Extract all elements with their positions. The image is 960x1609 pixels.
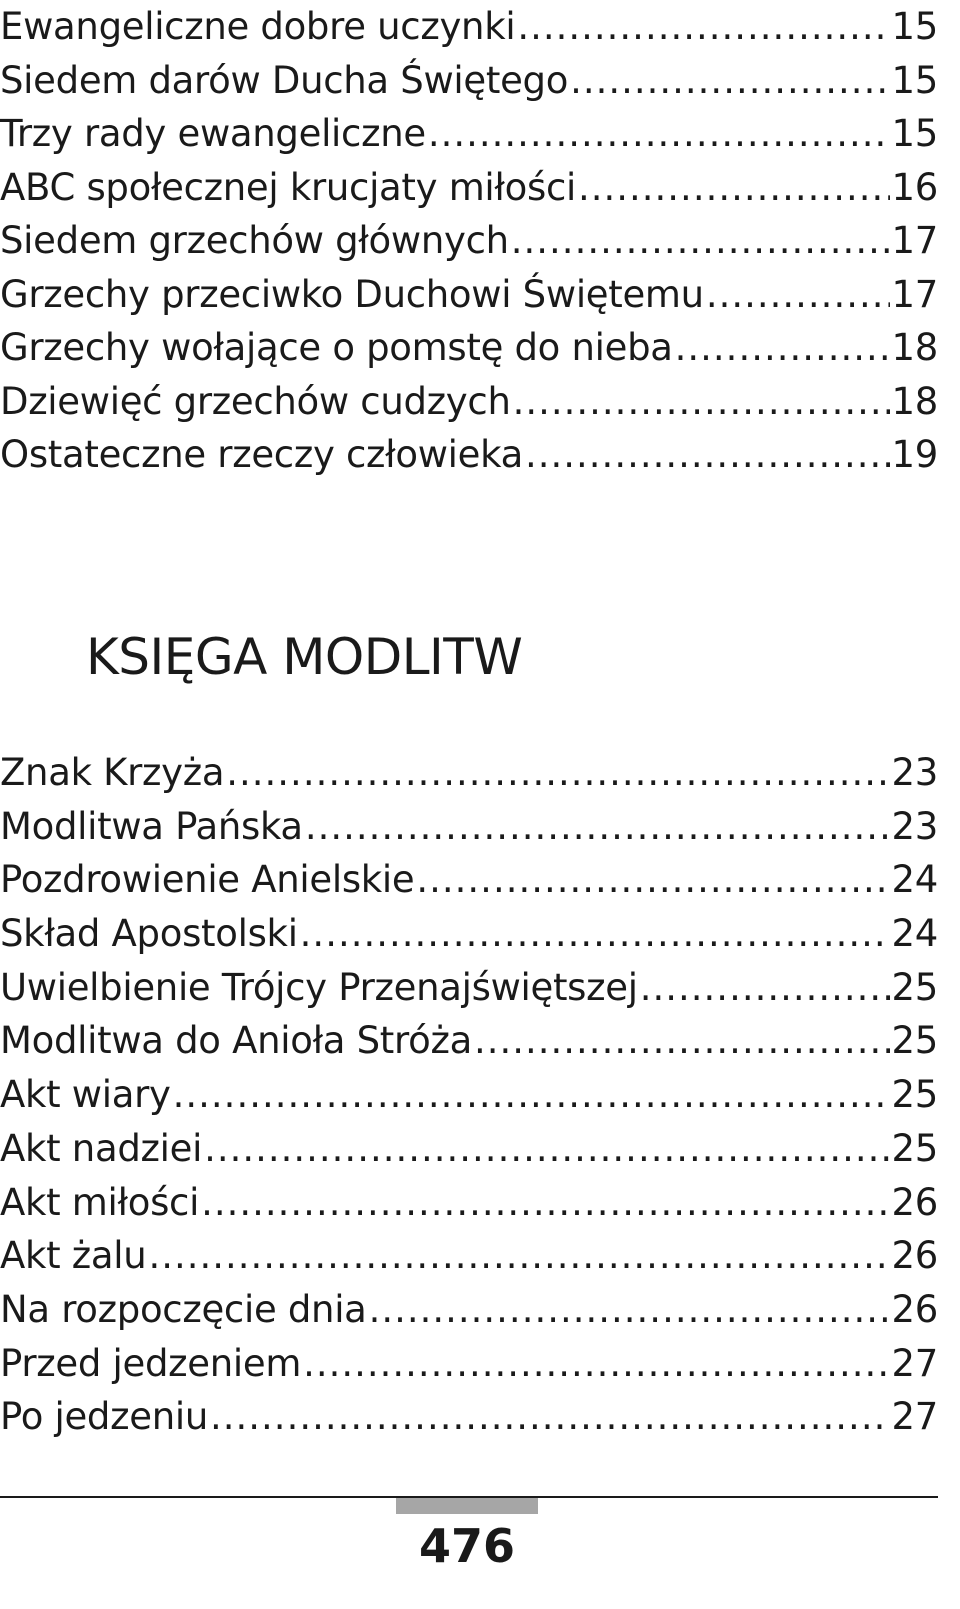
toc-entry [0,853,938,907]
toc-leader-dots [226,746,889,800]
toc-leader-dots [513,375,890,429]
toc-entry [0,1068,938,1122]
toc-entry-page: 25 [891,1019,938,1063]
toc-entry-label: Modlitwa do Anioła Stróża [0,1019,472,1063]
toc-leader-dots [300,907,890,961]
footer-tab [396,1498,538,1514]
toc-leader-dots [640,961,890,1015]
toc-entry [0,161,938,215]
toc-entry-label: Dziewięć grzechów cudzych [0,379,511,423]
toc-entry-label: Uwielbienie Trójcy Przenajświętszej [0,965,638,1009]
toc-entry-label: Akt wiary [0,1073,171,1117]
toc-entry [0,961,938,1015]
toc-entry-page: 23 [891,751,938,794]
toc-entry-label: Znak Krzyża [0,751,225,794]
toc-entry-page: 26 [891,1234,938,1278]
toc-entry-page: 26 [891,1287,938,1331]
toc-leader-dots [148,1229,889,1283]
toc-entry-label: Akt miłości [0,1180,200,1224]
toc-leader-dots [210,1390,890,1444]
toc-entry [0,1176,938,1230]
toc-entry [0,907,938,961]
toc-entry-label: Siedem grzechów głównych [0,219,509,262]
toc-entry-label: Trzy rady ewangeliczne [0,112,426,155]
toc-entry-page: 27 [891,1341,938,1385]
toc-entry-page: 19 [891,433,938,476]
toc-entry [0,107,938,161]
toc-leader-dots [201,1176,889,1230]
toc-leader-dots [570,54,889,108]
toc-entry-page: 17 [891,219,938,262]
toc-entry [0,0,938,54]
toc-leader-dots [525,428,890,482]
toc-entry-label: Pozdrowienie Anielskie [0,858,415,902]
toc-entry [0,1014,938,1068]
toc-entry-label: Grzechy wołające o pomstę do nieba [0,326,673,369]
toc-entry-label: Po jedzeniu [0,1395,208,1439]
section-title: KSIĘGA MODLITW [86,628,523,686]
toc-leader-dots [204,1122,889,1176]
toc-entry [0,1390,938,1444]
toc-leader-dots [706,268,890,322]
toc-leader-dots [517,0,889,54]
toc-entry-page: 25 [891,1073,938,1117]
toc-leader-dots [369,1283,890,1337]
toc-entry-page: 26 [891,1180,938,1224]
toc-entry-page: 15 [891,5,938,48]
toc-entry-label: Ewangeliczne dobre uczynki [0,5,516,48]
toc-entry-page: 25 [891,965,938,1009]
toc-entry [0,1229,938,1283]
toc-entry-label: Ostateczne rzeczy człowieka [0,433,523,476]
toc-entry-label: Modlitwa Pańska [0,804,303,848]
toc-entry-page: 16 [891,165,938,209]
toc-entry-page: 17 [891,272,938,316]
toc-entry [0,800,938,854]
toc-leader-dots [428,107,890,161]
toc-entry [0,214,938,268]
toc-entry-page: 18 [891,379,938,423]
toc-entry-label: Siedem darów Ducha Świętego [0,58,569,102]
toc-entry [0,1337,938,1391]
toc-entry-page: 24 [891,912,938,956]
toc-leader-dots [474,1014,890,1068]
toc-entry-label: ABC społecznej krucjaty miłości [0,165,576,209]
toc-entry-label: Akt żalu [0,1234,147,1278]
toc-leader-dots [416,853,889,907]
toc-entry-page: 23 [891,804,938,848]
toc-entry-page: 27 [891,1395,938,1439]
toc-entry-page: 15 [891,58,938,102]
toc-entry-label: Skład Apostolski [0,912,298,956]
toc-entry [0,1122,938,1176]
toc-section-two [0,746,938,1444]
toc-leader-dots [305,800,890,854]
toc-entry-page: 18 [891,326,938,369]
page-number: 476 [418,1519,516,1573]
toc-leader-dots [578,161,890,215]
toc-section-one [0,0,938,482]
toc-entry-label: Grzechy przeciwko Duchowi Świętemu [0,272,704,316]
toc-entry [0,375,938,429]
toc-entry [0,746,938,800]
toc-entry-label: Przed jedzeniem [0,1341,302,1385]
toc-entry-page: 25 [891,1126,938,1170]
toc-entry-label: Na rozpoczęcie dnia [0,1287,367,1331]
toc-entry [0,321,938,375]
toc-entry-label: Akt nadziei [0,1126,203,1170]
toc-entry [0,54,938,108]
toc-leader-dots [173,1068,890,1122]
toc-entry [0,1283,938,1337]
toc-entry-page: 24 [891,858,938,902]
toc-entry-page: 15 [891,112,938,155]
toc-leader-dots [303,1337,889,1391]
toc-entry [0,428,938,482]
toc-leader-dots [511,214,890,268]
toc-leader-dots [675,321,890,375]
toc-entry [0,268,938,322]
